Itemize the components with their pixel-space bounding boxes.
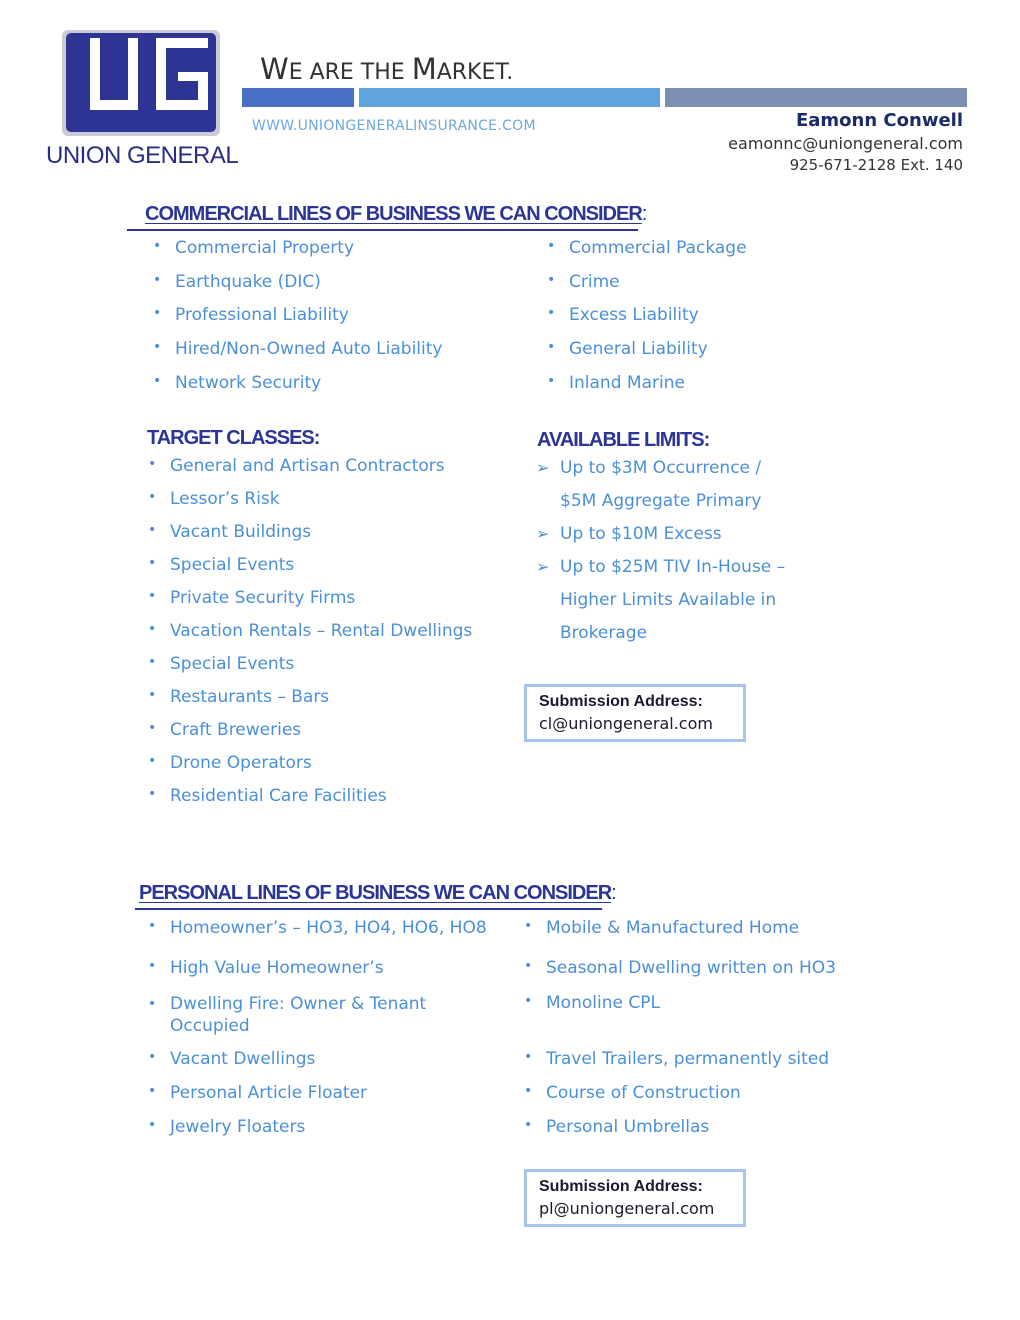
bullet-icon: • bbox=[148, 489, 157, 505]
bullet-icon: • bbox=[148, 1117, 157, 1133]
bullet-icon: • bbox=[153, 238, 162, 254]
commercial-heading-rule bbox=[127, 229, 638, 231]
list-item: • Earthquake (DIC) bbox=[153, 272, 321, 292]
list-item: • Vacant Dwellings bbox=[148, 1049, 316, 1069]
list-item-continuation: Brokerage bbox=[560, 623, 648, 643]
list-item: • Excess Liability bbox=[547, 305, 699, 325]
header-bar-2 bbox=[359, 88, 660, 107]
list-item: • Craft Breweries bbox=[148, 720, 302, 740]
bullet-icon: • bbox=[148, 522, 157, 538]
header-bar-3 bbox=[665, 88, 967, 107]
list-item: • Monoline CPL bbox=[524, 993, 660, 1013]
list-item: • General and Artisan Contractors bbox=[148, 456, 445, 476]
bullet-icon: • bbox=[153, 339, 162, 355]
bullet-icon: • bbox=[148, 720, 157, 736]
website-link[interactable]: WWW.UNIONGENERALINSURANCE.COM bbox=[252, 118, 536, 134]
list-item: • Lessor’s Risk bbox=[148, 489, 280, 509]
submission-email[interactable]: cl@uniongeneral.com bbox=[539, 714, 713, 733]
list-item: • Residential Care Facilities bbox=[148, 786, 387, 806]
bullet-icon: • bbox=[148, 753, 157, 769]
submission-label: Submission Address: bbox=[539, 693, 703, 710]
list-item: ➢ Up to $3M Occurrence / bbox=[536, 458, 762, 478]
commercial-heading: COMMERCIAL LINES OF BUSINESS WE CAN CONSIDER: bbox=[145, 203, 647, 225]
bullet-icon: • bbox=[148, 621, 157, 637]
list-item: • Vacation Rentals – Rental Dwellings bbox=[148, 621, 473, 641]
list-item: • Vacant Buildings bbox=[148, 522, 312, 542]
list-item: • High Value Homeowner’s bbox=[148, 958, 384, 978]
list-item: • Crime bbox=[547, 272, 620, 292]
bullet-icon: • bbox=[148, 456, 157, 472]
list-item: • Jewelry Floaters bbox=[148, 1117, 306, 1137]
list-item: • Personal Article Floater bbox=[148, 1083, 368, 1103]
commercial-list-left bbox=[153, 238, 443, 407]
list-item: • Commercial Package bbox=[547, 238, 747, 258]
list-item: • Travel Trailers, permanently sited bbox=[524, 1049, 830, 1069]
bullet-icon: • bbox=[153, 272, 162, 288]
list-item-continuation: Higher Limits Available in bbox=[560, 590, 777, 610]
bullet-icon: • bbox=[148, 786, 157, 802]
personal-submission-box bbox=[524, 1169, 746, 1227]
bullet-icon: • bbox=[148, 996, 157, 1012]
list-item: • Commercial Property bbox=[153, 238, 355, 258]
list-item: • Hired/Non-Owned Auto Liability bbox=[153, 339, 443, 359]
commercial-list-right bbox=[547, 238, 747, 407]
bullet-icon: • bbox=[547, 305, 556, 321]
arrow-bullet-icon: ➢ bbox=[536, 458, 550, 477]
bullet-icon: • bbox=[148, 1083, 157, 1099]
bullet-icon: • bbox=[148, 687, 157, 703]
bullet-icon: • bbox=[547, 272, 556, 288]
bullet-icon: • bbox=[547, 339, 556, 355]
target-classes-list bbox=[148, 456, 473, 819]
tagline: WE ARE THE MARKET. bbox=[260, 52, 514, 86]
personal-list-left bbox=[148, 918, 500, 1151]
personal-list-right bbox=[524, 918, 836, 1151]
bullet-icon: • bbox=[153, 305, 162, 321]
contact-name: Eamonn Conwell bbox=[795, 110, 963, 131]
list-item-continuation: $5M Aggregate Primary bbox=[560, 491, 762, 511]
list-item: • Professional Liability bbox=[153, 305, 349, 325]
target-classes-heading: TARGET CLASSES: bbox=[147, 427, 320, 449]
submission-label: Submission Address: bbox=[539, 1178, 703, 1195]
list-item: • Inland Marine bbox=[547, 373, 685, 393]
bullet-icon: • bbox=[148, 654, 157, 670]
bullet-icon: • bbox=[148, 958, 157, 974]
submission-email[interactable]: pl@uniongeneral.com bbox=[539, 1199, 715, 1218]
list-item: • Private Security Firms bbox=[148, 588, 356, 608]
bullet-icon: • bbox=[547, 373, 556, 389]
list-item: • Homeowner’s – HO3, HO4, HO6, HO8 bbox=[148, 918, 487, 938]
available-limits-heading: AVAILABLE LIMITS: bbox=[537, 429, 710, 451]
list-item: • Special Events bbox=[148, 654, 295, 674]
list-item: • Network Security bbox=[153, 373, 322, 393]
company-name: UNION GENERAL bbox=[46, 142, 239, 169]
contact-phone: 925-671-2128 Ext. 140 bbox=[789, 156, 963, 174]
bullet-icon: • bbox=[148, 588, 157, 604]
bullet-icon: • bbox=[153, 373, 162, 389]
union-general-logo bbox=[60, 28, 222, 138]
list-item: • Seasonal Dwelling written on HO3 bbox=[524, 958, 836, 978]
list-item: • Dwelling Fire: Owner & Tenant Occupied bbox=[148, 994, 427, 1036]
bullet-icon: • bbox=[547, 238, 556, 254]
commercial-submission-box bbox=[524, 684, 746, 742]
available-limits-list bbox=[536, 458, 786, 656]
bullet-icon: • bbox=[524, 918, 533, 934]
bullet-icon: • bbox=[524, 958, 533, 974]
list-item: • Restaurants – Bars bbox=[148, 687, 330, 707]
list-item: ➢ Up to $10M Excess bbox=[536, 524, 722, 544]
bullet-icon: • bbox=[148, 1049, 157, 1065]
list-item: • Course of Construction bbox=[524, 1083, 741, 1103]
personal-heading: PERSONAL LINES OF BUSINESS WE CAN CONSIDER: bbox=[139, 882, 616, 904]
list-item: • Drone Operators bbox=[148, 753, 312, 773]
list-item: • General Liability bbox=[547, 339, 708, 359]
arrow-bullet-icon: ➢ bbox=[536, 557, 550, 576]
list-item: • Mobile & Manufactured Home bbox=[524, 918, 800, 938]
arrow-bullet-icon: ➢ bbox=[536, 524, 550, 543]
bullet-icon: • bbox=[524, 1049, 533, 1065]
personal-heading-rule bbox=[135, 908, 602, 910]
list-item: ➢ Up to $25M TIV In-House – bbox=[536, 557, 786, 577]
list-item: • Personal Umbrellas bbox=[524, 1117, 710, 1137]
bullet-icon: • bbox=[524, 1117, 533, 1133]
header-bar-1 bbox=[242, 88, 354, 107]
contact-email[interactable]: eamonnc@uniongeneral.com bbox=[728, 134, 963, 153]
bullet-icon: • bbox=[524, 1083, 533, 1099]
bullet-icon: • bbox=[524, 993, 533, 1009]
list-item: • Special Events bbox=[148, 555, 295, 575]
bullet-icon: • bbox=[148, 555, 157, 571]
bullet-icon: • bbox=[148, 918, 157, 934]
